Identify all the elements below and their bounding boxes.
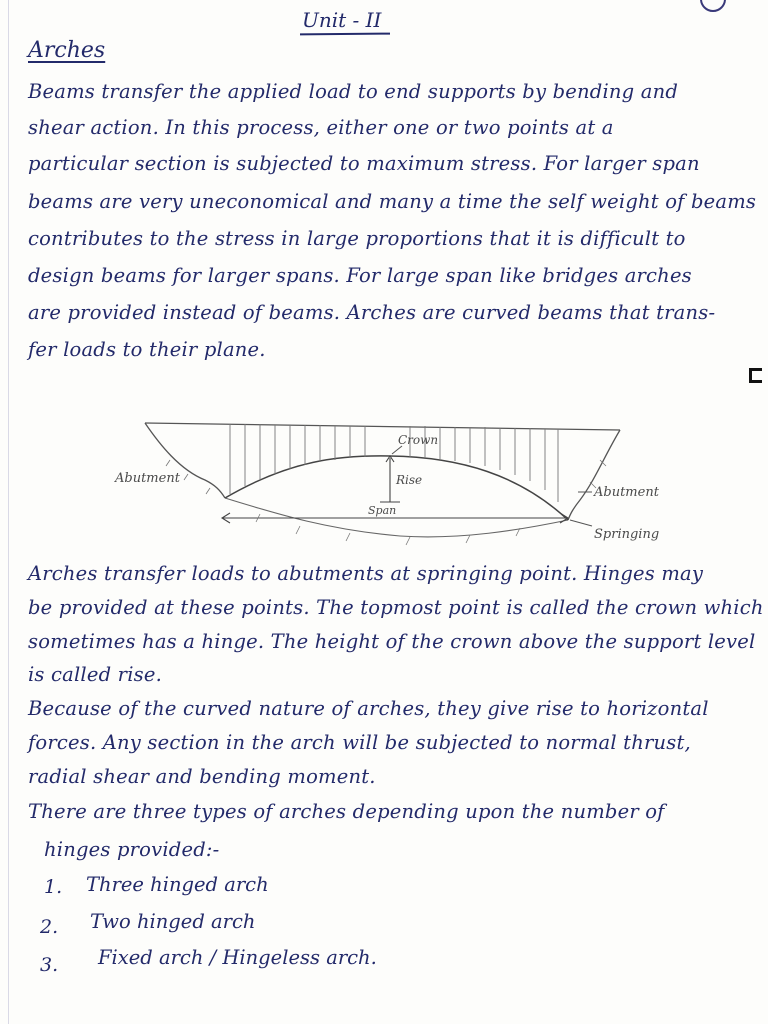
crown-leader bbox=[392, 446, 402, 454]
paragraph1-line: beams are very uneconomical and many a time the self weight of beams bbox=[28, 190, 757, 213]
list-number: 3. bbox=[40, 954, 59, 976]
span-label: Span bbox=[368, 504, 397, 517]
paragraph3-line: Because of the curved nature of arches, they give rise to horizontal bbox=[28, 697, 709, 720]
arch-diagram bbox=[100, 410, 700, 560]
paragraph1-line: contributes to the stress in large proportions that it is difficult to bbox=[28, 227, 686, 250]
paragraph2-line: Arches transfer loads to abutments at springing point. Hinges may bbox=[28, 562, 704, 585]
binder-clip-mark bbox=[749, 368, 762, 383]
list-number: 2. bbox=[40, 916, 59, 938]
paragraph1-line: fer loads to their plane. bbox=[28, 338, 266, 361]
unit-title: Unit - II bbox=[302, 8, 382, 32]
paragraph1-line: particular section is subjected to maximum stress. For larger span bbox=[28, 152, 700, 175]
springing-label: Springing bbox=[594, 527, 660, 542]
list-item-fixed-arch: Fixed arch / Hingeless arch. bbox=[98, 946, 377, 969]
paragraph1-line: Beams transfer the applied load to end supports by bending and bbox=[28, 80, 679, 103]
paragraph2-line: be provided at these points. The topmost point is called the crown which bbox=[28, 596, 764, 619]
deck-line bbox=[145, 423, 620, 430]
abutment-left-label: Abutment bbox=[115, 471, 180, 486]
paragraph3-line: forces. Any section in the arch will be subjected to normal thrust, bbox=[28, 731, 691, 754]
unit-title-underline bbox=[300, 33, 390, 36]
paragraph1-line: shear action. In this process, either one or two points at a bbox=[28, 116, 614, 139]
margin-line bbox=[8, 0, 9, 1024]
rise-label: Rise bbox=[396, 473, 423, 487]
list-item-two-hinged: Two hinged arch bbox=[90, 910, 256, 933]
springing-leader bbox=[570, 520, 592, 526]
paragraph2-line: is called rise. bbox=[28, 663, 162, 686]
paragraph4-line: There are three types of arches depending upon the number of bbox=[28, 800, 665, 823]
paragraph1-line: are provided instead of beams. Arches are curved beams that trans- bbox=[28, 301, 716, 324]
paragraph4-line: hinges provided:- bbox=[44, 838, 220, 861]
list-item-three-hinged: Three hinged arch bbox=[86, 873, 269, 896]
spandrel-lines bbox=[230, 424, 558, 502]
paragraph3-line: radial shear and bending moment. bbox=[28, 765, 376, 788]
left-abutment-ground bbox=[145, 423, 225, 498]
abutment-right-label: Abutment bbox=[594, 485, 659, 500]
arch-curve bbox=[225, 456, 568, 520]
list-number: 1. bbox=[44, 876, 63, 898]
corner-circle-mark bbox=[700, 0, 726, 12]
right-abutment-ground bbox=[568, 430, 620, 520]
paragraph1-line: design beams for larger spans. For large span like bridges arches bbox=[28, 264, 692, 287]
topic-heading: Arches bbox=[28, 38, 106, 63]
crown-label: Crown bbox=[398, 433, 439, 447]
paragraph2-line: sometimes has a hinge. The height of the crown above the support level bbox=[28, 630, 756, 653]
